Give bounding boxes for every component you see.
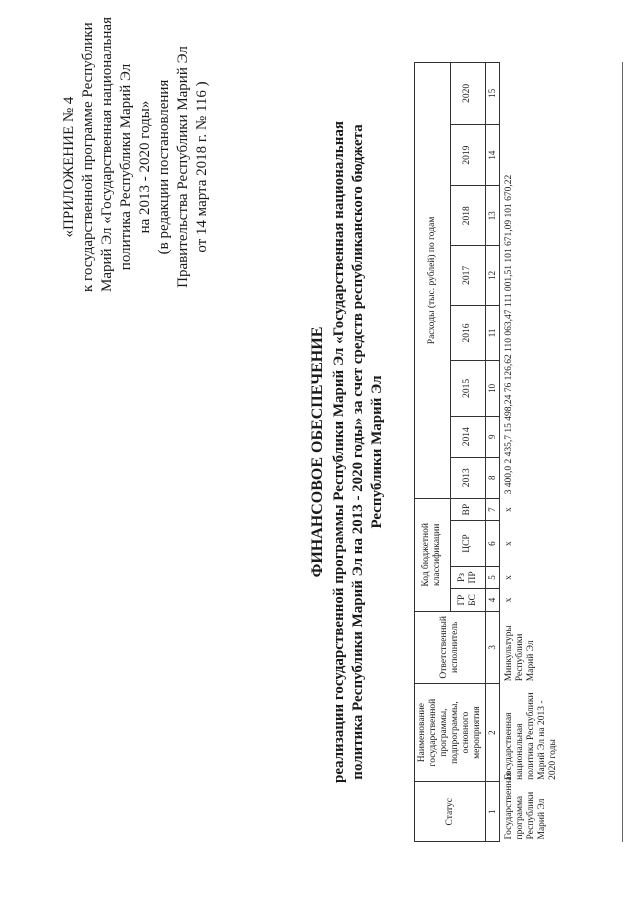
column-number: 10 [486, 361, 500, 416]
row-vr: х [504, 507, 514, 513]
row-csr: х [504, 541, 514, 546]
header-year: 2019 [450, 124, 486, 186]
column-number: 9 [486, 416, 500, 457]
document-subtitle: реализации государственной программы Республики Марий Эл «Государственная национальная политика Республики Марий Эл на 2013 - 2020 годы» за счет средств республиканского бюджета Республики Марий Эл [331, 121, 385, 783]
column-number: 13 [486, 186, 500, 246]
header-expenses: Расходы (тыс. рублей) по годам [415, 63, 451, 499]
header-rzpr: Рз ПР [450, 566, 486, 589]
column-number: 15 [486, 63, 500, 125]
document-title: ФИНАНСОВОЕ ОБЕСПЕЧЕНИЕ [309, 326, 326, 578]
header-year: 2016 [450, 305, 486, 360]
header-year: 2017 [450, 246, 486, 306]
appendix-block [60, 17, 212, 292]
column-number: 3 [486, 611, 500, 683]
column-number: 5 [486, 566, 500, 589]
header-budget-code: Код бюджетной классификации [415, 498, 451, 611]
header-year: 2018 [450, 186, 486, 246]
row-name: Государственная национальная политика Республики Марий Эл на 2013 - 2020 годы [504, 692, 558, 780]
header-executor: Ответственный исполнитель [415, 611, 486, 683]
appendix-line: от 14 марта 2018 г. № 116 ) [194, 81, 210, 253]
header-name: Наименование государственной программы, подпрограммы, основного мероприятия [415, 683, 486, 782]
header-year: 2015 [450, 361, 486, 416]
column-number: 1 [486, 782, 500, 842]
appendix-line: Марий Эл «Государственная национальная [99, 17, 115, 292]
appendix-line: на 2013 - 2020 годы» [137, 100, 153, 234]
column-number: 8 [486, 457, 500, 498]
column-number: 4 [486, 589, 500, 612]
appendix-line: «ПРИЛОЖЕНИЕ № 4 [61, 96, 77, 238]
row-values: 3 400,0 2 435,7 15 498,24 76 126,62 110 063,47 111 001,51 101 671,09 101 670,22 [504, 174, 514, 495]
appendix-line: (в редакции постановления [156, 79, 172, 255]
header-vr: ВР [450, 498, 486, 521]
row-status: Государственная программа Республики Марий Эл [504, 772, 547, 840]
header-year: 2013 [450, 457, 486, 498]
appendix-line: политика Республики Марий Эл [118, 63, 134, 271]
appendix-line: к государственной программе Республики [80, 22, 96, 292]
table-row [500, 63, 564, 842]
column-number: 7 [486, 498, 500, 521]
row-grbs: х [504, 597, 514, 603]
header-grbs: ГР БС [450, 589, 486, 612]
column-number: 12 [486, 246, 500, 306]
appendix-line: Правительства Республики Марий Эл [175, 46, 191, 288]
header-csr: ЦСР [450, 521, 486, 566]
financing-table [414, 62, 563, 842]
column-number: 14 [486, 124, 500, 186]
header-year: 2014 [450, 416, 486, 457]
row-rzpr: х [504, 575, 514, 580]
row-executor: Минкультуры Республики Марий Эл [504, 625, 536, 682]
column-number: 2 [486, 683, 500, 782]
header-status: Статус [415, 782, 486, 842]
header-year: 2020 [450, 63, 486, 125]
column-number: 6 [486, 521, 500, 566]
table-bottom-rule [622, 62, 623, 842]
column-number: 11 [486, 305, 500, 360]
